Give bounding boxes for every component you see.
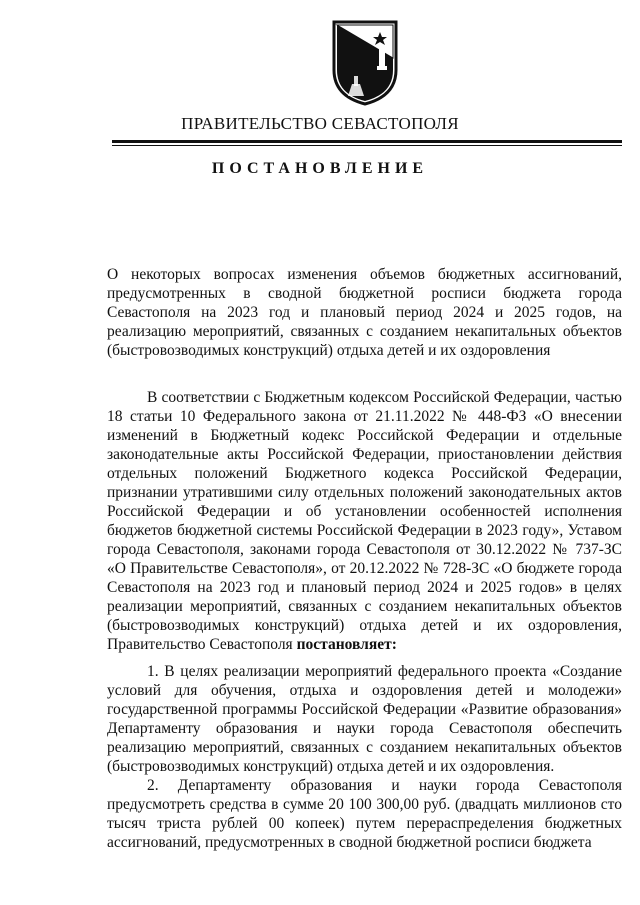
decree-item: 2. Департаменту образования и науки города Севастополя предусмотреть средства в сумме 20 100 300,00 руб. (двадцать миллионов сто тысяч триста рублей 00 копеек) путем перераспределения бюджетных ассигнований, предусмотренных в сводной бюджетной росписи бюджета bbox=[107, 777, 622, 851]
decree-item: 1. В целях реализации мероприятий федерального проекта «Создание условий для обучения, отдыха и оздоровления детей и молодежи» государственной программы Российской Федерации «Развитие образования» Департаменту образования и науки города Севастополя обеспечить реализацию мероприятий, связанных с созданием некапитальных объектов (быстровозводимых конструкций) отдыха детей и их оздоровления. bbox=[107, 663, 622, 775]
document-type: ПОСТАНОВЛЕНИЕ bbox=[211, 160, 429, 177]
decree-items bbox=[107, 662, 622, 852]
sevastopol-coat-of-arms-icon bbox=[330, 18, 400, 106]
preamble-paragraph bbox=[107, 388, 622, 654]
government-name: ПРАВИТЕЛЬСТВО СЕВАСТОПОЛЯ bbox=[181, 114, 459, 133]
document-subject bbox=[107, 265, 622, 360]
preamble-verb: постановляет: bbox=[296, 636, 397, 653]
header-rule-thin bbox=[112, 145, 622, 146]
preamble-text: В соответствии с Бюджетным кодексом Российской Федерации, частью 18 статьи 10 Федерального закона от 21.11.2022 № 448-ФЗ «О внесении изменений в Бюджетный кодекс Российской Федерации и отдельные законодательные акты Российской Федерации, приостановлении действия отдельных положений Бюджетного кодекса Российской Федерации, признании утратившими силу отдельных положений законодательных актов Российской Федерации и об установлении особенностей исполнения бюджетов бюджетной системы Российской Федерации в 2023 году», Уставом города Севастополя, законами города Севастополя от 30.12.2022 № 737-ЗС «О Правительстве Севастополя», от 20.12.2022 № 728-ЗС «О бюджете города Севастополя на 2023 год и плановый период 2024 и 2025 годов» в целях реализации мероприятий, связанных с созданием некапитальных объектов (быстровозводимых конструкций) отдыха детей и их оздоровления, Правительство Севастополя bbox=[107, 389, 622, 653]
subject-text: О некоторых вопросах изменения объемов бюджетных ассигнований, предусмотренных в сводной бюджетной росписи бюджета города Севастополя на 2023 год и плановый период 2024 и 2025 годов, на реализацию мероприятий, связанных с созданием некапитальных объектов (быстровозводимых конструкций) отдыха детей и их оздоровления bbox=[107, 266, 622, 359]
preamble bbox=[107, 388, 622, 654]
header-rule-thick bbox=[112, 140, 622, 143]
